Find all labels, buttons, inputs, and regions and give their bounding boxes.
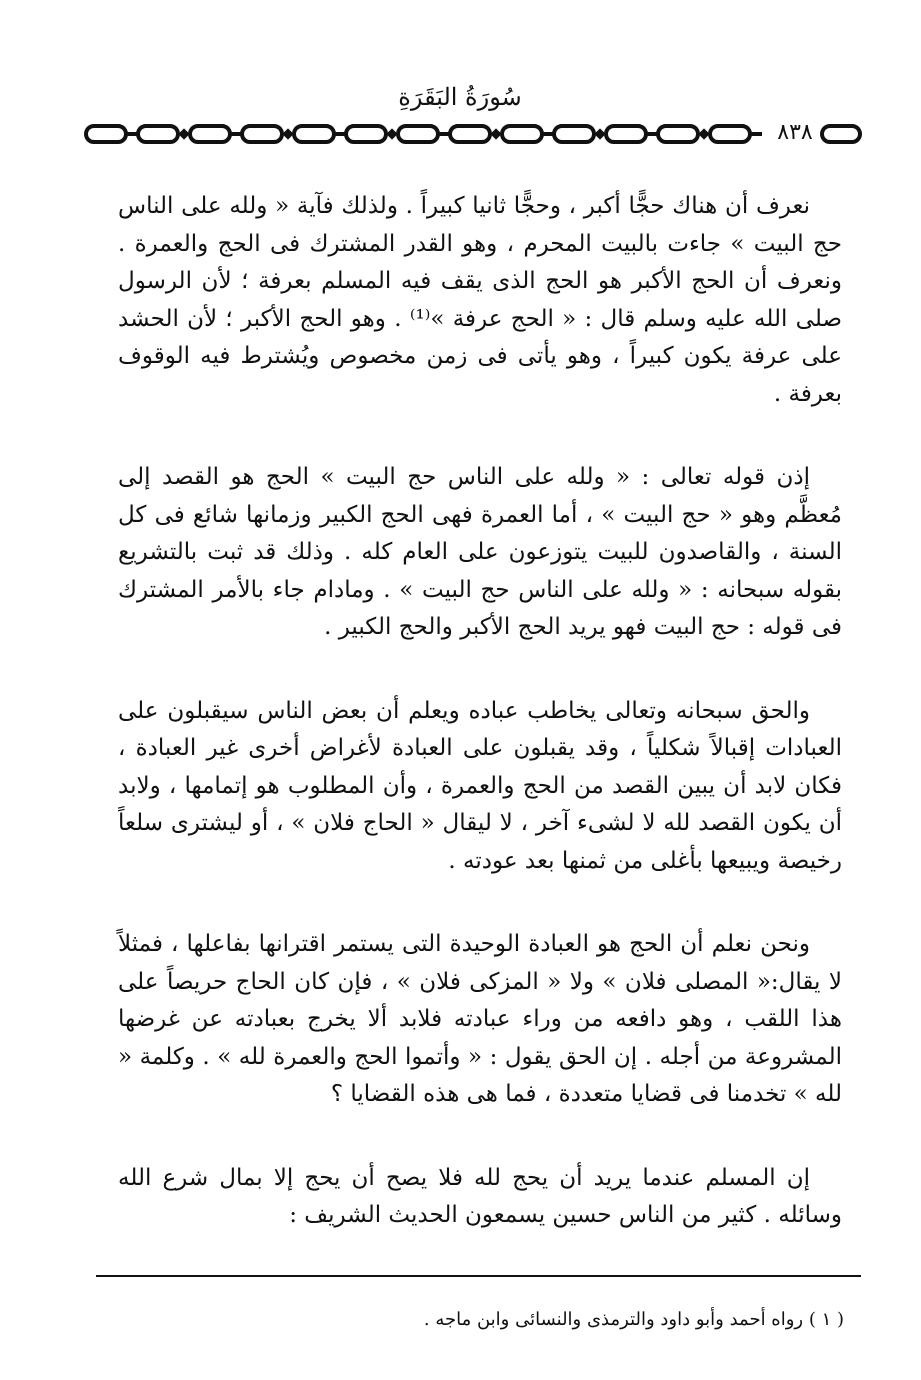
chain-ornament-divider — [84, 120, 864, 148]
paragraph: نعرف أن هناك حجًّا أكبر ، وحجًّا ثانيا كبيراً . ولذلك فآية « ولله على الناس حج البيت » جاءت بالبيت المحرم ، وهو القدر المشترك فى الحج والعمرة . ونعرف أن الحج الأكبر هو الحج الذى يقف فيه المسلم بعرفة ؛ لأن الرسول صلى الله عليه وسلم قال : « الحج عرفة »⁽¹⁾ . وهو الحج الأكبر ؛ لأن الحشد على عرفة يكون كبيراً ، وهو يأتى فى زمن مخصوص ويُشترط فيه الوقوف بعرفة . — [118, 193, 842, 407]
paragraph: إن المسلم عندما يريد أن يحج لله فلا يصح أن يحج إلا بمال شرع الله وسائله . كثير من الناس حسين يسمعون الحديث الشريف : — [118, 1164, 842, 1228]
paragraph: إذن قوله تعالى : « ولله على الناس حج البيت » الحج هو القصد إلى مُعظَّم وهو « حج البيت » ، أما العمرة فهى الحج الكبير وزمانها شائع فى كل السنة ، والقاصدون للبيت يتوزعون على العام كله . وذلك قد ثبت بالتشريع بقوله سبحانه : « ولله على الناس حج البيت » . ومادام جاء بالأمر المشترك فى قوله : حج البيت فهو يريد الحج الأكبر والحج الكبير . — [118, 464, 842, 640]
paragraph: والحق سبحانه وتعالى يخاطب عباده ويعلم أن بعض الناس سيقبلون على العبادات إقبالاً شكلياً ، وقد يقبلون على العبادة لأغراض أخرى غير العبادة ، فكان لابد أن يبين القصد من الحج والعمرة ، وأن المطلوب هو إتمامها ، ولابد أن يكون القصد لله لا لشىء آخر ، لا ليقال « الحاج فلان » ، أو ليشترى سلعاً رخيصة ويبيعها بأغلى من ثمنها بعد عودته . — [118, 697, 842, 874]
footnote: ( ١ ) رواه أحمد وأبو داود والترمذى والنسائى وابن ماجه . — [423, 1309, 844, 1330]
page-number: ٨٣٨ — [777, 120, 813, 145]
footnote-divider — [96, 1275, 861, 1277]
paragraph: ونحن نعلم أن الحج هو العبادة الوحيدة التى يستمر اقترانها بفاعلها ، فمثلاً لا يقال:« المصلى فلان » ولا « المزكى فلان » ، فإن كان الحاج حريصاً على هذا اللقب ، وهو دافعه من وراء عبادته فلابد ألا يخرج بعبادته عن غرضها المشروعة من أجله . إن الحق يقول : « وأتموا الحج والعمرة لله » . وكلمة « لله » تخدمنا فى قضايا متعددة ، فما هى هذه القضايا ؟ — [118, 931, 842, 1107]
surah-title: سُورَةُ البَقَرَةِ — [398, 83, 522, 111]
main-text — [118, 188, 842, 1235]
